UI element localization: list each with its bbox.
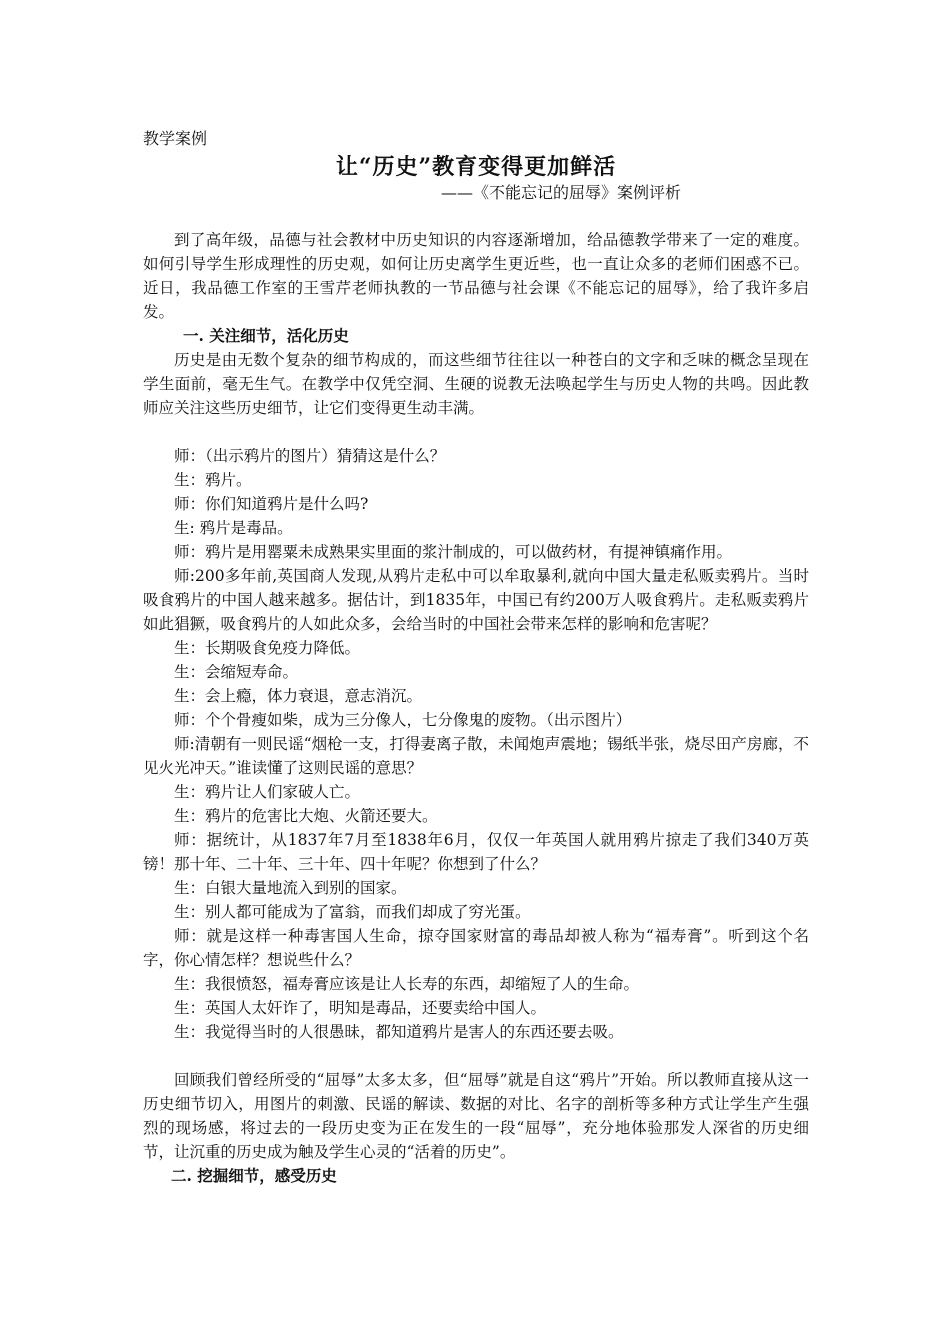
dialogue-line: 生：鸦片。: [174, 471, 252, 489]
dialogue-line: 生：会缩短寿命。: [174, 663, 299, 681]
document-subtitle: ——《不能忘记的屈辱》案例评析: [440, 183, 681, 202]
dialogue-line: 师：个个骨瘦如柴，成为三分像人，七分像鬼的废物。（出示图片）: [174, 711, 632, 729]
dialogue-line: 师：就是这样一种毒害国人生命，掠夺国家财富的毒品却被人称为“福寿膏”。听到这个名字，你心情怎样？想说些什么？: [143, 927, 809, 969]
dialogue-line: 师：你们知道鸦片是什么吗?: [174, 495, 369, 513]
dialogue-line: 生：我觉得当时的人很愚昧，都知道鸦片是害人的东西还要去吸。: [174, 1023, 624, 1041]
intro-paragraph: 到了高年级，品德与社会教材中历史知识的内容逐渐增加，给品德教学带来了一定的难度。如何引导学生形成理性的历史观，如何让历史离学生更近些，也一直让众多的老师们困惑不已。近日，我品德工作室的王雪芹老师执教的一节品德与社会课《不能忘记的屈辱》，给了我许多启发。: [143, 231, 809, 321]
spacer: [143, 204, 809, 228]
section-heading-1: 一. 关注细节，活化历史: [183, 326, 349, 345]
spacer: [143, 1044, 809, 1068]
review-paragraph: 回顾我们曾经所受的“屈辱”太多太多，但“屈辱”就是自这“鸦片”开始。所以教师直接从这一历史细节切入，用图片的刺激、民谣的解读、数据的对比、名字的剖析等多种方式让学生产生强烈的现场感，将过去的一段历史变为正在发生的一段“屈辱”，充分地体验那发人深省的历史细节，让沉重的历史成为触及学生心灵的“活着的历史”。: [143, 1071, 809, 1161]
document-title: 让“历史”教育变得更加鲜活: [335, 154, 617, 180]
dialogue-line: 师:清朝有一则民谣“烟枪一支，打得妻离子散，未闻炮声震地；锡纸半张，烧尽田产房廊，不见火光冲天。”谁读懂了这则民谣的意思？: [143, 735, 809, 777]
dialogue-block: [143, 444, 809, 1044]
section1-paragraph: 历史是由无数个复杂的细节构成的，而这些细节往往以一种苍白的文字和乏味的概念呈现在学生面前，毫无生气。在教学中仅凭空洞、生硬的说教无法唤起学生与历史人物的共鸣。因此教师应关注这些历史细节，让它们变得更生动丰满。: [143, 351, 809, 417]
dialogue-line: 生：长期吸食免疫力降低。: [174, 639, 361, 657]
dialogue-line: 师：据统计，从1837年7月至1838年6月，仅仅一年英国人就用鸦片掠走了我们340万英镑！那十年、二十年、三十年、四十年呢？你想到了什么？: [143, 831, 809, 873]
spacer: [143, 420, 809, 444]
dialogue-line: 师：（出示鸦片的图片）猜猜这是什么？: [174, 447, 446, 465]
document-content: [143, 128, 809, 1188]
case-label: 教学案例: [143, 129, 208, 148]
section-heading-2: 二. 挖掘细节，感受历史: [171, 1166, 337, 1185]
dialogue-line: 生：白银大量地流入到别的国家。: [174, 879, 407, 897]
dialogue-line: 师：鸦片是用罂粟未成熟果实里面的浆汁制成的，可以做药材，有提神镇痛作用。: [174, 543, 733, 561]
dialogue-line: 生：我很愤怒，福寿膏应该是让人长寿的东西，却缩短了人的生命。: [174, 975, 640, 993]
dialogue-line: 师:200多年前,英国商人发现,从鸦片走私中可以牟取暴利,就向中国大量走私贩卖鸦片。当时吸食鸦片的中国人越来越多。据估计，到1835年，中国已有约200万人吸食鸦片。走私贩卖鸦片如此猖獗，吸食鸦片的人如此众多，会给当时的中国社会带来怎样的影响和危害呢？: [143, 567, 809, 633]
dialogue-line: 生：鸦片的危害比大炮、火箭还要大。: [174, 807, 438, 825]
dialogue-line: 生：别人都可能成为了富翁，而我们却成了穷光蛋。: [174, 903, 531, 921]
dialogue-line: 生：英国人太奸诈了，明知是毒品，还要卖给中国人。: [174, 999, 547, 1017]
dialogue-line: 生: 鸦片是毒品。: [174, 519, 293, 537]
dialogue-line: 生：会上瘾，体力衰退，意志消沉。: [174, 687, 423, 705]
dialogue-line: 生：鸦片让人们家破人亡。: [174, 783, 361, 801]
